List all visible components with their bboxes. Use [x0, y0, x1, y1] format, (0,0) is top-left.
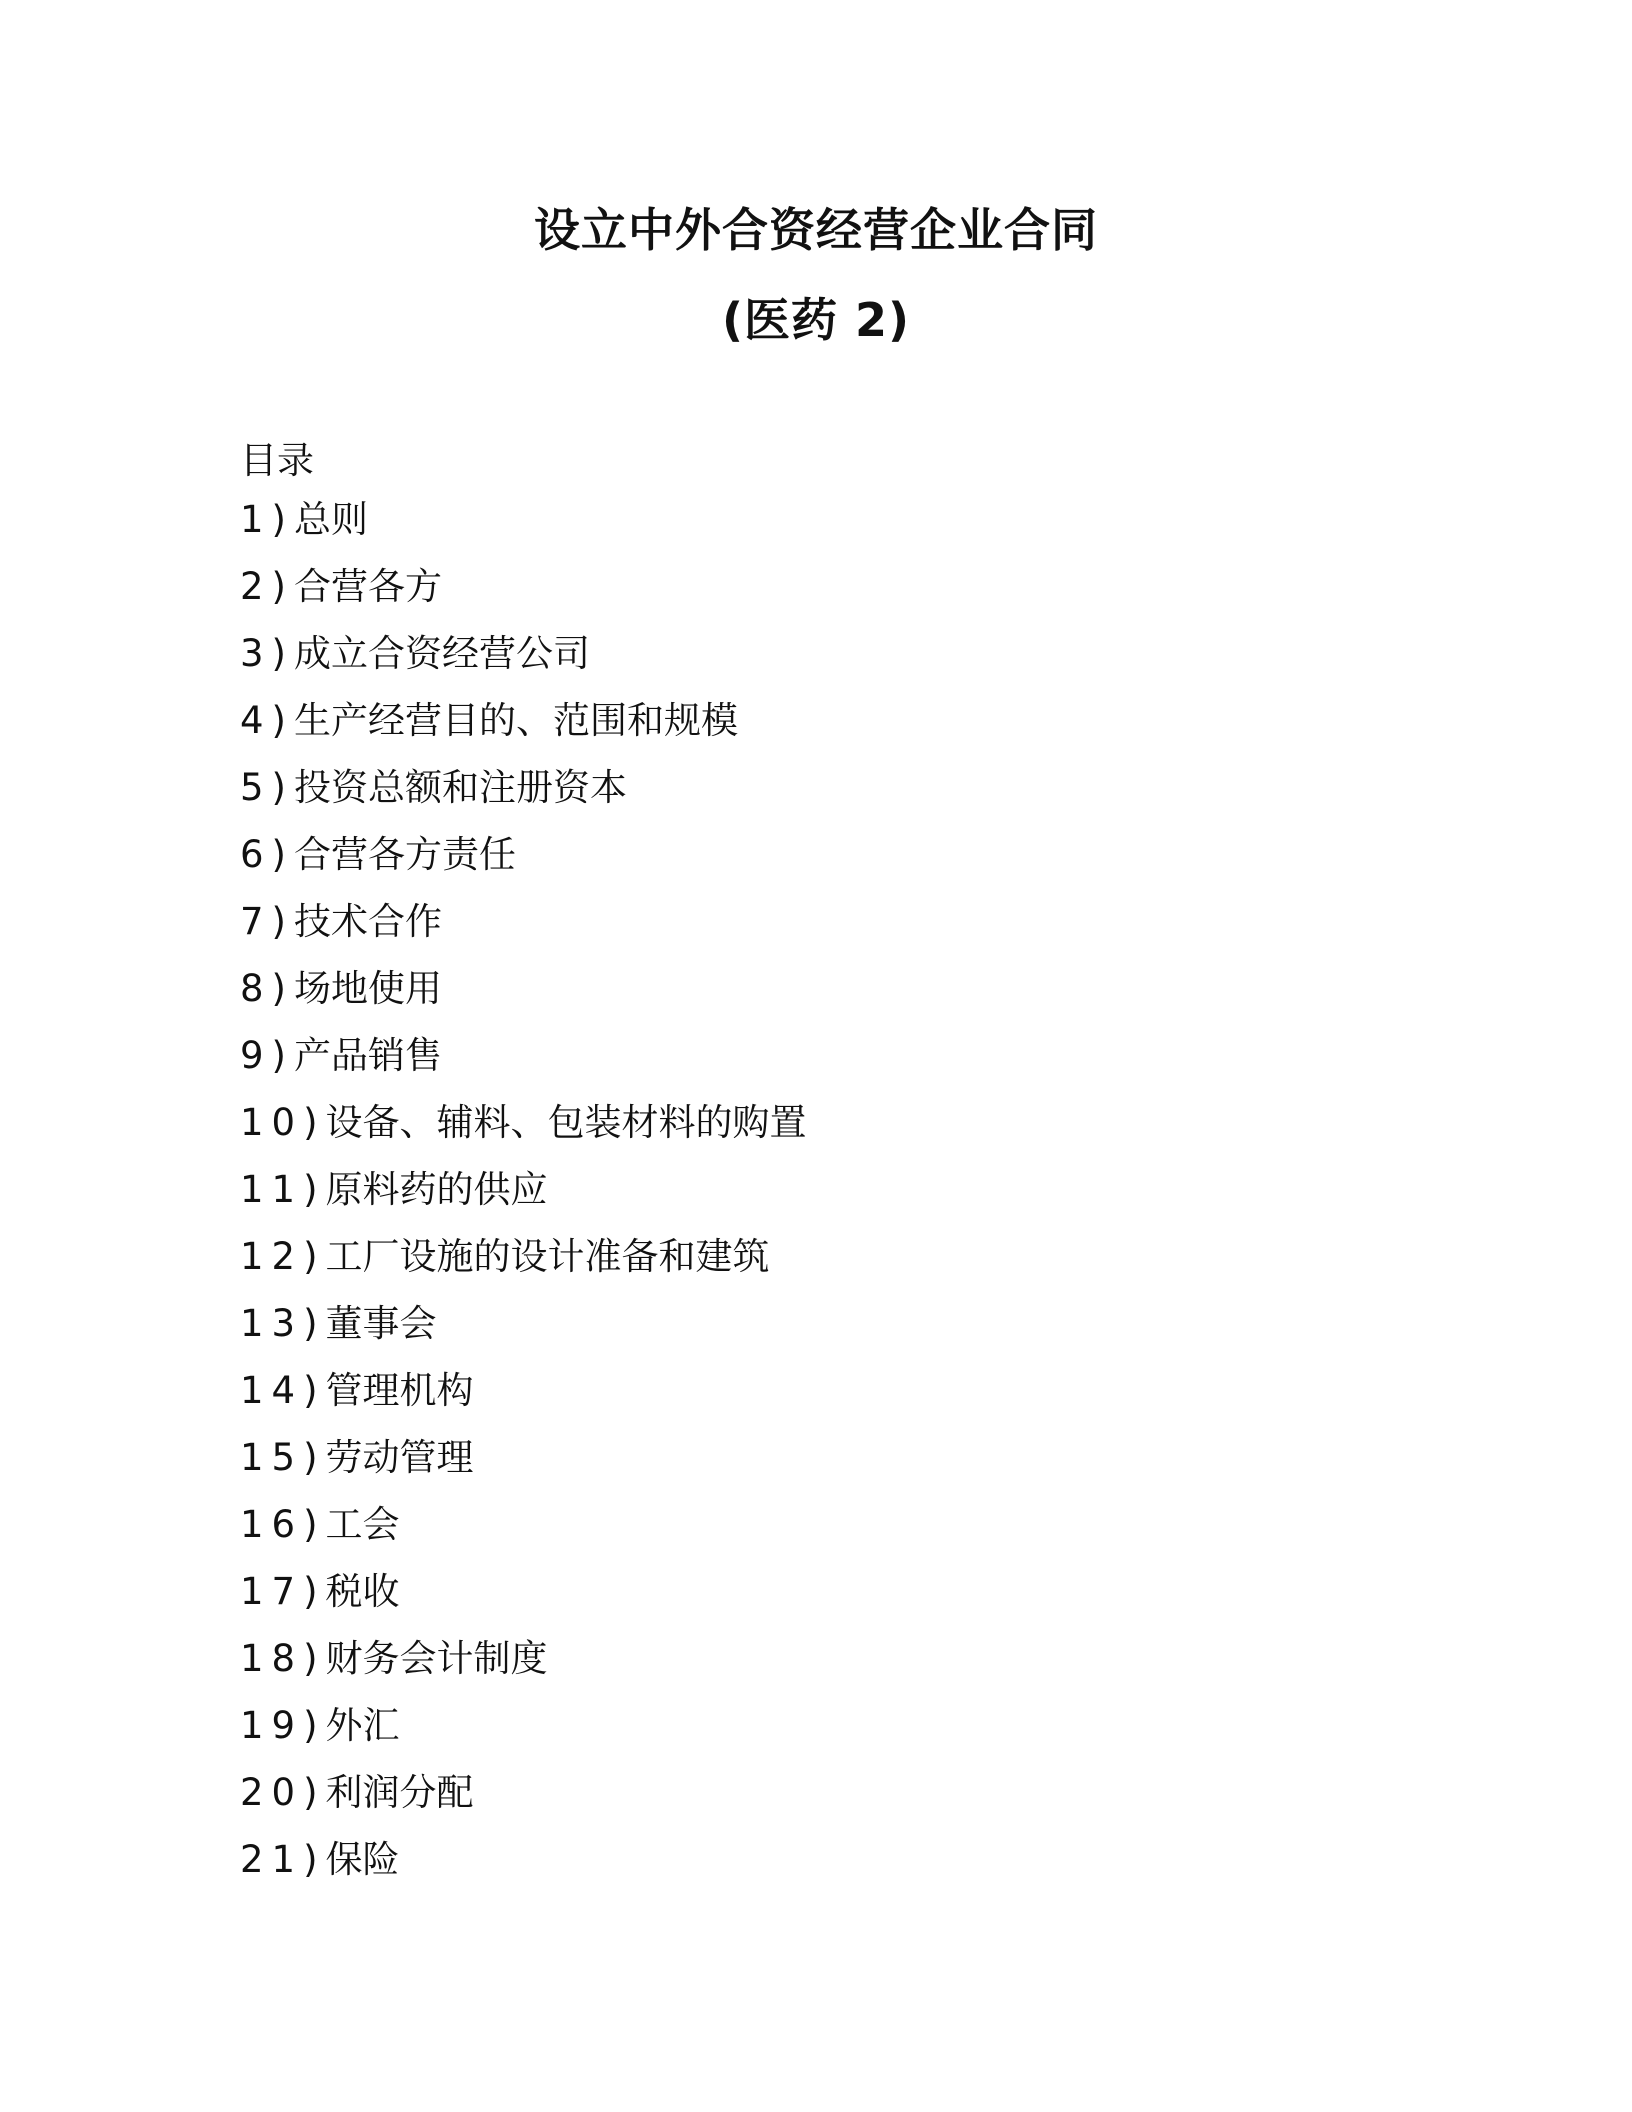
toc-item — [240, 496, 807, 563]
toc-item-label: 设备、辅料、包装材料的购置 — [325, 1101, 807, 1144]
toc-item-number: 20) — [240, 1771, 326, 1814]
toc-item-label: 工厂设施的设计准备和建筑 — [325, 1235, 770, 1278]
toc-item-number: 10) — [240, 1101, 326, 1144]
toc-item — [240, 831, 807, 898]
toc-item-label: 原料药的供应 — [325, 1168, 548, 1211]
table-of-contents — [240, 496, 807, 1903]
toc-item-label: 技术合作 — [293, 900, 442, 943]
toc-item-number: 15) — [240, 1436, 326, 1479]
toc-item-number: 7) — [240, 900, 294, 943]
toc-item — [240, 563, 807, 630]
toc-item-number: 8) — [240, 967, 294, 1010]
toc-item — [240, 697, 807, 764]
toc-item-label: 财务会计制度 — [325, 1637, 548, 1680]
toc-item — [240, 1702, 807, 1769]
toc-item-label: 成立合资经营公司 — [293, 632, 590, 675]
toc-item-label: 工会 — [325, 1503, 400, 1546]
toc-item-number: 18) — [240, 1637, 326, 1680]
toc-item-number: 16) — [240, 1503, 326, 1546]
toc-item — [240, 1099, 807, 1166]
toc-item-number: 12) — [240, 1235, 326, 1278]
toc-item — [240, 898, 807, 965]
toc-item — [240, 1367, 807, 1434]
toc-item-label: 董事会 — [325, 1302, 437, 1345]
toc-item-label: 总则 — [293, 498, 368, 541]
toc-item — [240, 1434, 807, 1501]
toc-item-number: 14) — [240, 1369, 326, 1412]
toc-item-label: 生产经营目的、范围和规模 — [293, 699, 738, 742]
toc-item-number: 6) — [240, 833, 294, 876]
toc-item — [240, 1233, 807, 1300]
toc-item — [240, 630, 807, 697]
toc-item-number: 1) — [240, 498, 294, 541]
toc-item — [240, 1635, 807, 1702]
toc-item-label: 合营各方 — [293, 565, 442, 608]
toc-item — [240, 764, 807, 831]
toc-item — [240, 1300, 807, 1367]
toc-item — [240, 1568, 807, 1635]
toc-item — [240, 1166, 807, 1233]
document-title: 设立中外合资经营企业合同 — [534, 203, 1098, 257]
toc-item-number: 3) — [240, 632, 294, 675]
toc-item — [240, 965, 807, 1032]
toc-item-label: 外汇 — [325, 1704, 400, 1747]
toc-item-label: 投资总额和注册资本 — [293, 766, 627, 809]
document-subtitle: (医药 2) — [721, 293, 911, 347]
toc-item-label: 保险 — [325, 1838, 400, 1881]
toc-item-number: 9) — [240, 1034, 294, 1077]
toc-item-number: 13) — [240, 1302, 326, 1345]
toc-item-label: 税收 — [325, 1570, 400, 1613]
toc-item-label: 管理机构 — [325, 1369, 474, 1412]
toc-item-label: 利润分配 — [325, 1771, 474, 1814]
toc-item-label: 产品销售 — [293, 1034, 442, 1077]
toc-item-number: 19) — [240, 1704, 326, 1747]
toc-item-number: 4) — [240, 699, 294, 742]
toc-item-number: 11) — [240, 1168, 326, 1211]
toc-item-label: 场地使用 — [293, 967, 442, 1010]
toc-item-number: 17) — [240, 1570, 326, 1613]
toc-item-label: 劳动管理 — [325, 1436, 474, 1479]
toc-item — [240, 1836, 807, 1903]
toc-item — [240, 1501, 807, 1568]
toc-item — [240, 1032, 807, 1099]
toc-item-label: 合营各方责任 — [293, 833, 516, 876]
toc-item-number: 21) — [240, 1838, 326, 1881]
toc-heading: 目录 — [240, 439, 314, 482]
toc-item-number: 2) — [240, 565, 294, 608]
toc-item-number: 5) — [240, 766, 294, 809]
toc-item — [240, 1769, 807, 1836]
